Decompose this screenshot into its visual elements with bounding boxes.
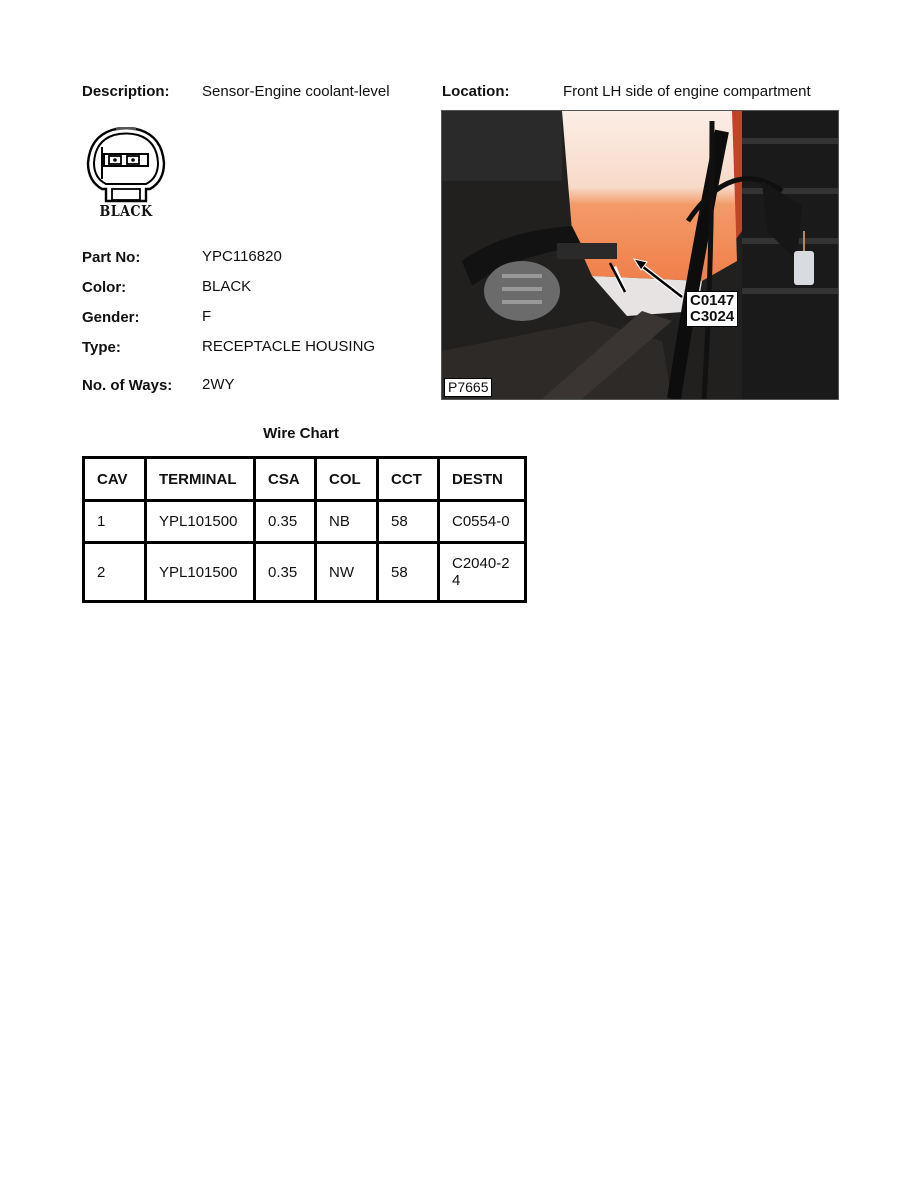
callout-c3024: C3024 — [690, 308, 735, 325]
column-header-csa: CSA — [255, 458, 316, 501]
cell-cct: 58 — [378, 501, 439, 543]
cell-terminal: YPL101500 — [146, 501, 255, 543]
gender-value: F — [202, 308, 212, 325]
cell-destn: C2040-24 — [439, 543, 526, 602]
type-value: RECEPTACLE HOUSING — [202, 338, 376, 355]
cell-col: NB — [316, 501, 378, 543]
connector-color-label: BLACK — [99, 202, 153, 220]
cell-cav: 1 — [84, 501, 146, 543]
cell-terminal: YPL101500 — [146, 543, 255, 602]
photo-id-label: P7665 — [444, 378, 492, 397]
cell-destn: C0554-0 — [439, 501, 526, 543]
wire-chart-title: Wire Chart — [263, 425, 339, 442]
table-header-row — [84, 458, 526, 501]
callout-c0147: C0147 — [690, 292, 735, 309]
gender-label: Gender: — [82, 309, 140, 326]
column-header-cav: CAV — [84, 458, 146, 501]
location-photo — [441, 110, 839, 400]
column-header-terminal: TERMINAL — [146, 458, 255, 501]
table-row — [84, 501, 526, 543]
part-no-value: YPC116820 — [202, 248, 282, 265]
description-label: Description: — [82, 83, 170, 100]
connector-callout — [686, 291, 738, 327]
cell-csa: 0.35 — [255, 501, 316, 543]
wire-chart-table — [82, 456, 527, 603]
cell-cct: 58 — [378, 543, 439, 602]
column-header-cct: CCT — [378, 458, 439, 501]
type-label: Type: — [82, 339, 121, 356]
cell-csa: 0.35 — [255, 543, 316, 602]
location-label: Location: — [442, 83, 510, 100]
column-header-col: COL — [316, 458, 378, 501]
location-value: Front LH side of engine compartment — [563, 83, 811, 100]
no-of-ways-label: No. of Ways: — [82, 377, 173, 394]
no-of-ways-value: 2WY — [202, 376, 235, 393]
table-row — [84, 543, 526, 602]
column-header-destn: DESTN — [439, 458, 526, 501]
description-value: Sensor-Engine coolant-level — [202, 83, 390, 100]
cell-cav: 2 — [84, 543, 146, 602]
part-no-label: Part No: — [82, 249, 141, 266]
color-value: BLACK — [202, 278, 252, 295]
cell-col: NW — [316, 543, 378, 602]
color-label: Color: — [82, 279, 127, 296]
